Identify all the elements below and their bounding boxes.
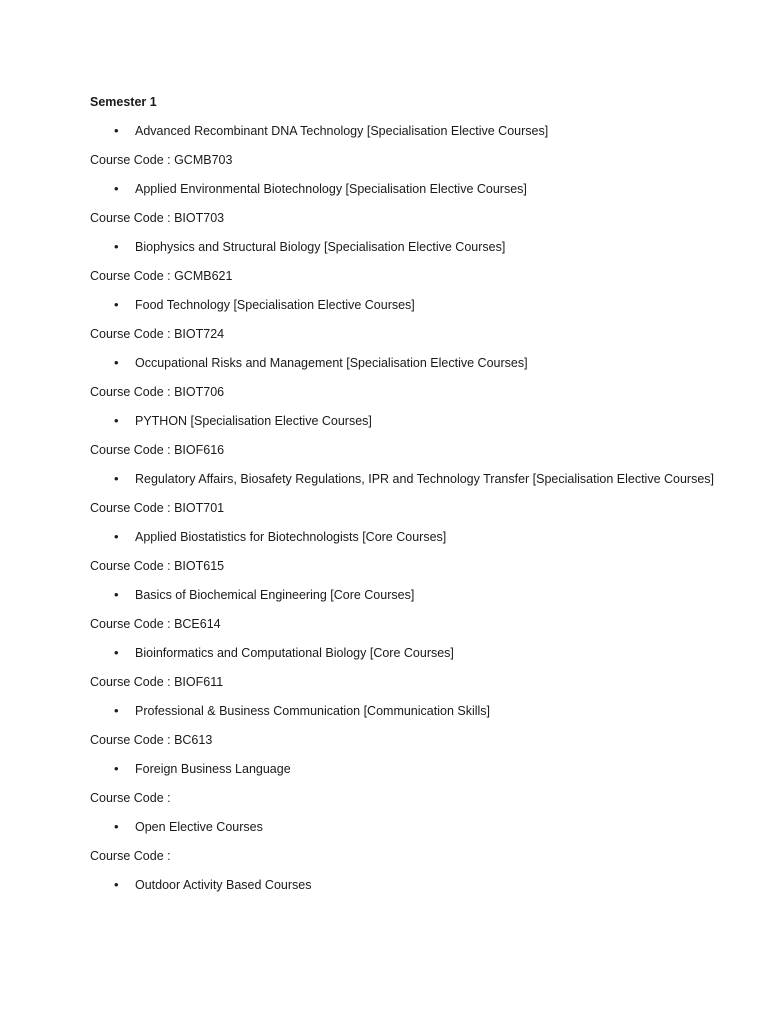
course-list-item xyxy=(90,760,715,778)
bullet-icon: • xyxy=(114,877,119,892)
course-code: Course Code : BIOT703 xyxy=(90,211,225,225)
course-list xyxy=(90,122,768,894)
course-title: Advanced Recombinant DNA Technology [Specialisation Elective Courses] xyxy=(135,124,549,138)
bullet-icon: • xyxy=(114,529,119,544)
course-code: Course Code : xyxy=(90,849,171,863)
course-code: Course Code : BIOF616 xyxy=(90,443,225,457)
course-list-item xyxy=(90,122,715,140)
course-title: Regulatory Affairs, Biosafety Regulations, IPR and Technology Transfer [Specialisation Elective Courses] xyxy=(135,472,715,486)
course-list-item xyxy=(90,702,715,720)
course-code: Course Code : BIOF611 xyxy=(90,675,224,689)
course-list-item xyxy=(90,876,715,894)
course-list-item xyxy=(90,238,715,256)
bullet-icon: • xyxy=(114,703,119,718)
course-code: Course Code : GCMB621 xyxy=(90,269,233,283)
bullet-icon: • xyxy=(114,645,119,660)
course-list-item xyxy=(90,470,715,488)
course-title: Professional & Business Communication [Communication Skills] xyxy=(135,704,491,718)
course-title: Applied Biostatistics for Biotechnologists [Core Courses] xyxy=(135,530,447,544)
course-title: Foreign Business Language xyxy=(135,762,291,776)
bullet-icon: • xyxy=(114,181,119,196)
course-list-item xyxy=(90,296,715,314)
course-code: Course Code : BIOT615 xyxy=(90,559,225,573)
course-code: Course Code : BC613 xyxy=(90,733,213,747)
course-code: Course Code : GCMB703 xyxy=(90,153,233,167)
bullet-icon: • xyxy=(114,123,119,138)
course-title: Outdoor Activity Based Courses xyxy=(135,878,312,892)
course-list-item xyxy=(90,354,715,372)
bullet-icon: • xyxy=(114,297,119,312)
course-title: Food Technology [Specialisation Elective Courses] xyxy=(135,298,415,312)
course-list-item xyxy=(90,586,715,604)
course-list-item xyxy=(90,180,715,198)
course-code: Course Code : BIOT706 xyxy=(90,385,225,399)
course-title: Open Elective Courses xyxy=(135,820,263,834)
course-title: Biophysics and Structural Biology [Specialisation Elective Courses] xyxy=(135,240,506,254)
bullet-icon: • xyxy=(114,587,119,602)
course-title: Occupational Risks and Management [Specialisation Elective Courses] xyxy=(135,356,528,370)
semester-heading: Semester 1 xyxy=(90,95,157,109)
course-title: Applied Environmental Biotechnology [Specialisation Elective Courses] xyxy=(135,182,527,196)
course-list-item xyxy=(90,818,715,836)
course-code: Course Code : xyxy=(90,791,171,805)
bullet-icon: • xyxy=(114,819,119,834)
bullet-icon: • xyxy=(114,471,119,486)
course-title: Basics of Biochemical Engineering [Core Courses] xyxy=(135,588,415,602)
course-title: Bioinformatics and Computational Biology [Core Courses] xyxy=(135,646,454,660)
bullet-icon: • xyxy=(114,413,119,428)
course-list-item xyxy=(90,412,715,430)
bullet-icon: • xyxy=(114,239,119,254)
course-list-item xyxy=(90,644,715,662)
bullet-icon: • xyxy=(114,355,119,370)
course-code: Course Code : BIOT724 xyxy=(90,327,225,341)
course-title: PYTHON [Specialisation Elective Courses] xyxy=(135,414,372,428)
course-list-item xyxy=(90,528,715,546)
course-code: Course Code : BIOT701 xyxy=(90,501,225,515)
bullet-icon: • xyxy=(114,761,119,776)
course-code: Course Code : BCE614 xyxy=(90,617,221,631)
